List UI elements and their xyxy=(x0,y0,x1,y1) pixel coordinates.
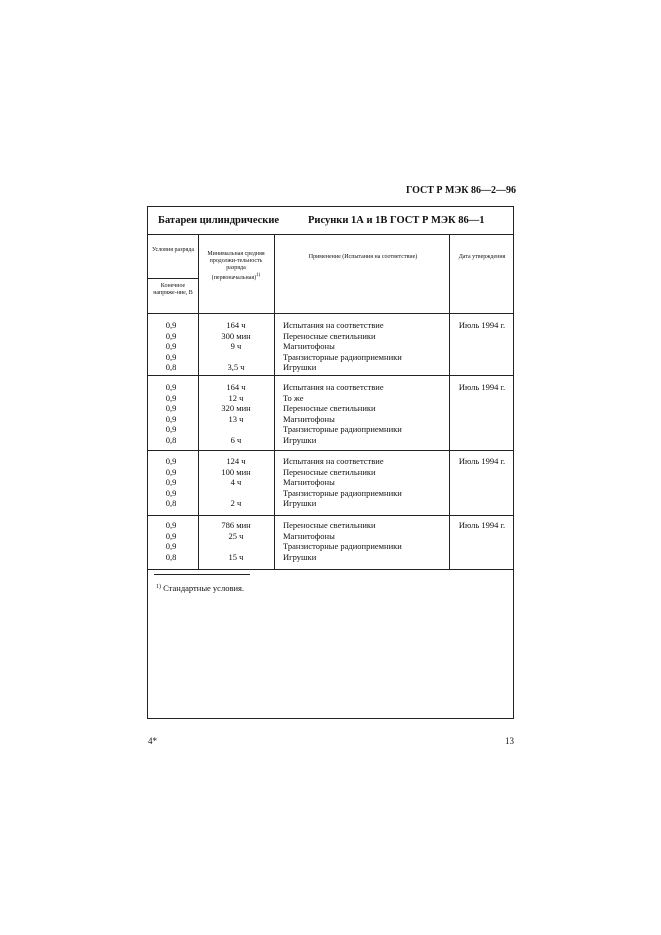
header-duration xyxy=(202,251,270,282)
group-separator xyxy=(148,375,513,376)
group-4-applications: Переносные светильники Магнитофоны Транзисторные радиоприемники Игрушки xyxy=(283,520,402,562)
header-end-voltage: Конечное напряже-ние, В xyxy=(153,283,193,296)
group-3-voltages: 0,9 0,9 0,9 0,9 0,8 xyxy=(165,456,177,508)
footnote-text: Стандартные условия. xyxy=(163,583,245,593)
group-1-date: Июль 1994 г. xyxy=(458,320,506,330)
page-number: 13 xyxy=(505,736,514,746)
group-2-applications: Испытания на соответствие То же Переносные светильники Магнитофоны Транзисторные радиоприемники Игрушки xyxy=(283,382,402,445)
col-divider-1 xyxy=(198,235,199,569)
footnote xyxy=(156,583,244,593)
document-code: ГОСТ Р МЭК 86—2—96 xyxy=(406,185,516,196)
header-duration-text: Минимальная средняя продолжи-тельность разряда (первоначальная) xyxy=(207,251,265,281)
group-1-durations: 164 ч 300 мин 9 ч 3,5 ч xyxy=(221,320,251,372)
header-conditions: Условия разряда xyxy=(152,247,194,253)
group-3-applications: Испытания на соответствие Переносные светильники Магнитофоны Транзисторные радиоприемники Игрушки xyxy=(283,456,402,508)
group-3-date: Июль 1994 г. xyxy=(458,456,506,466)
table-title-right: Рисунки 1А и 1В ГОСТ Р МЭК 86—1 xyxy=(308,215,485,226)
group-4-durations: 786 мин 25 ч 15 ч xyxy=(221,520,251,562)
group-1-voltages: 0,9 0,9 0,9 0,9 0,8 xyxy=(165,320,177,372)
group-separator xyxy=(148,515,513,516)
col-divider-2 xyxy=(274,235,275,569)
page-mark-left: 4* xyxy=(148,736,157,746)
group-2-durations: 164 ч 12 ч 320 мин 13 ч 6 ч xyxy=(221,382,251,445)
group-1-applications: Испытания на соответствие Переносные светильники Магнитофоны Транзисторные радиоприемники Игрушки xyxy=(283,320,402,372)
header-date: Дата утверждения xyxy=(458,254,506,260)
battery-table xyxy=(147,206,514,719)
group-2-date: Июль 1994 г. xyxy=(458,382,506,392)
header-duration-sup: 1) xyxy=(256,273,261,278)
table-title-row xyxy=(148,207,513,235)
header-bottom-line xyxy=(148,313,513,314)
table-title-left: Батареи цилиндрические xyxy=(158,215,280,226)
group-4-date: Июль 1994 г. xyxy=(458,520,506,530)
footnote-divider xyxy=(154,574,250,575)
group-2-voltages: 0,9 0,9 0,9 0,9 0,9 0,8 xyxy=(165,382,177,445)
footnote-marker: 1) xyxy=(156,584,161,590)
col-divider-3 xyxy=(449,235,450,569)
group-separator xyxy=(148,450,513,451)
table-end-line xyxy=(148,569,513,570)
group-4-voltages: 0,9 0,9 0,9 0,8 xyxy=(165,520,177,562)
group-3-durations: 124 ч 100 мин 4 ч 2 ч xyxy=(221,456,251,508)
header-application: Применение (Испытания на соответствие) xyxy=(308,254,418,260)
conditions-subline xyxy=(148,278,198,279)
